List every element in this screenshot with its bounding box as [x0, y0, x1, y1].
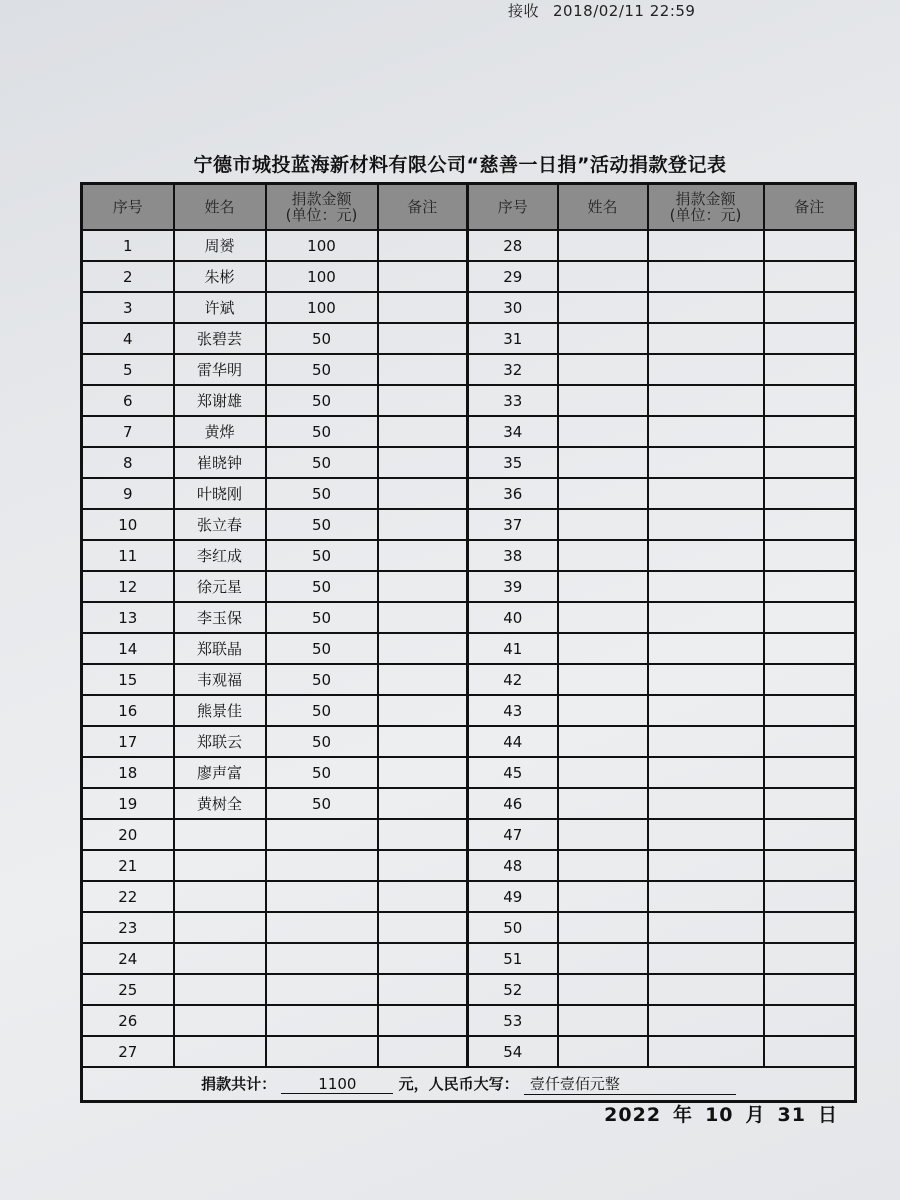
- table-row: [82, 261, 856, 292]
- row-remark-right: [764, 664, 856, 695]
- header-seq-right: 序号: [468, 184, 558, 231]
- row-remark-right: [764, 1005, 856, 1036]
- row-seq-left: 7: [82, 416, 174, 447]
- row-amount-left: 100: [266, 292, 378, 323]
- total-amount-words: 壹仟壹佰元整: [524, 1073, 736, 1095]
- date-year: 2022: [604, 1104, 662, 1126]
- row-amount-left: [266, 1036, 378, 1067]
- row-seq-right: 46: [468, 788, 558, 819]
- table-row: [82, 633, 856, 664]
- row-amount-left: 50: [266, 323, 378, 354]
- row-remark-right: [764, 571, 856, 602]
- row-seq-right: 43: [468, 695, 558, 726]
- row-name-right: [558, 323, 648, 354]
- row-seq-left: 5: [82, 354, 174, 385]
- row-amount-right: [648, 509, 764, 540]
- row-remark-left: [378, 850, 468, 881]
- row-name-left: 李玉保: [174, 602, 266, 633]
- row-seq-left: 27: [82, 1036, 174, 1067]
- row-remark-left: [378, 509, 468, 540]
- row-amount-right: [648, 602, 764, 633]
- row-name-right: [558, 974, 648, 1005]
- row-name-left: 崔晓钟: [174, 447, 266, 478]
- receipt-timestamp: 2018/02/11 22:59: [553, 2, 696, 20]
- row-seq-right: 32: [468, 354, 558, 385]
- table-row: [82, 819, 856, 850]
- row-seq-left: 8: [82, 447, 174, 478]
- row-seq-left: 1: [82, 230, 174, 261]
- row-remark-right: [764, 447, 856, 478]
- row-amount-left: 50: [266, 509, 378, 540]
- row-name-right: [558, 447, 648, 478]
- row-seq-left: 10: [82, 509, 174, 540]
- row-remark-right: [764, 509, 856, 540]
- row-remark-right: [764, 726, 856, 757]
- row-name-right: [558, 292, 648, 323]
- table-row: [82, 664, 856, 695]
- row-amount-left: [266, 881, 378, 912]
- row-remark-right: [764, 881, 856, 912]
- row-remark-left: [378, 664, 468, 695]
- row-seq-left: 25: [82, 974, 174, 1005]
- row-remark-left: [378, 912, 468, 943]
- row-seq-right: 51: [468, 943, 558, 974]
- receipt-label: 接收: [508, 2, 540, 20]
- row-name-left: 雷华明: [174, 354, 266, 385]
- row-remark-right: [764, 416, 856, 447]
- row-amount-left: [266, 819, 378, 850]
- row-seq-right: 30: [468, 292, 558, 323]
- row-amount-left: 50: [266, 571, 378, 602]
- row-name-left: 郑联云: [174, 726, 266, 757]
- row-remark-left: [378, 819, 468, 850]
- row-name-left: [174, 912, 266, 943]
- row-remark-right: [764, 292, 856, 323]
- row-seq-right: 41: [468, 633, 558, 664]
- table-row: [82, 695, 856, 726]
- row-remark-right: [764, 230, 856, 261]
- table-row: [82, 1005, 856, 1036]
- row-remark-left: [378, 416, 468, 447]
- row-remark-right: [764, 695, 856, 726]
- row-seq-left: 12: [82, 571, 174, 602]
- total-cell: [82, 1067, 856, 1102]
- row-amount-left: 50: [266, 726, 378, 757]
- total-row: [82, 1067, 856, 1102]
- row-seq-right: 33: [468, 385, 558, 416]
- row-amount-right: [648, 1005, 764, 1036]
- date-year-char: 年: [673, 1104, 694, 1126]
- row-amount-right: [648, 354, 764, 385]
- row-amount-left: 100: [266, 261, 378, 292]
- row-name-left: 郑联晶: [174, 633, 266, 664]
- row-name-right: [558, 1036, 648, 1067]
- row-name-right: [558, 912, 648, 943]
- row-remark-left: [378, 540, 468, 571]
- row-name-left: 韦观福: [174, 664, 266, 695]
- row-remark-left: [378, 881, 468, 912]
- row-name-left: [174, 1036, 266, 1067]
- row-seq-left: 13: [82, 602, 174, 633]
- row-amount-right: [648, 385, 764, 416]
- row-seq-left: 4: [82, 323, 174, 354]
- total-amount: 1100: [281, 1075, 393, 1094]
- row-seq-left: 24: [82, 943, 174, 974]
- table-row: [82, 292, 856, 323]
- row-seq-left: 15: [82, 664, 174, 695]
- row-remark-left: [378, 1005, 468, 1036]
- row-remark-left: [378, 943, 468, 974]
- row-amount-right: [648, 757, 764, 788]
- table-row: [82, 571, 856, 602]
- row-name-right: [558, 881, 648, 912]
- table-row: [82, 354, 856, 385]
- row-seq-left: 16: [82, 695, 174, 726]
- row-seq-right: 52: [468, 974, 558, 1005]
- row-amount-left: 50: [266, 664, 378, 695]
- table-header-row: [82, 184, 856, 231]
- row-amount-left: 50: [266, 540, 378, 571]
- row-amount-left: [266, 974, 378, 1005]
- row-remark-left: [378, 230, 468, 261]
- row-seq-right: 34: [468, 416, 558, 447]
- row-remark-right: [764, 602, 856, 633]
- row-amount-left: 50: [266, 478, 378, 509]
- row-remark-left: [378, 695, 468, 726]
- row-amount-right: [648, 850, 764, 881]
- row-seq-left: 14: [82, 633, 174, 664]
- row-amount-right: [648, 726, 764, 757]
- row-name-right: [558, 726, 648, 757]
- row-name-right: [558, 416, 648, 447]
- row-name-right: [558, 757, 648, 788]
- row-seq-right: 38: [468, 540, 558, 571]
- row-amount-right: [648, 881, 764, 912]
- row-name-left: 张碧芸: [174, 323, 266, 354]
- row-amount-right: [648, 292, 764, 323]
- row-remark-left: [378, 447, 468, 478]
- row-amount-left: 50: [266, 757, 378, 788]
- row-amount-right: [648, 633, 764, 664]
- row-name-right: [558, 819, 648, 850]
- table-row: [82, 912, 856, 943]
- row-seq-right: 47: [468, 819, 558, 850]
- table-row: [82, 881, 856, 912]
- row-name-left: 朱彬: [174, 261, 266, 292]
- header-seq-left: 序号: [82, 184, 174, 231]
- row-remark-right: [764, 943, 856, 974]
- row-seq-right: 42: [468, 664, 558, 695]
- row-name-left: [174, 1005, 266, 1036]
- donation-table: [80, 182, 857, 1103]
- row-remark-right: [764, 1036, 856, 1067]
- row-seq-right: 54: [468, 1036, 558, 1067]
- row-remark-right: [764, 912, 856, 943]
- row-name-right: [558, 602, 648, 633]
- document-title: 宁德市城投蓝海新材料有限公司“慈善一日捐”活动捐款登记表: [193, 154, 727, 176]
- row-amount-right: [648, 230, 764, 261]
- table-row: [82, 1036, 856, 1067]
- row-amount-right: [648, 788, 764, 819]
- row-seq-right: 45: [468, 757, 558, 788]
- header-amount-right-line1: 捐款金额: [675, 190, 736, 208]
- row-seq-left: 19: [82, 788, 174, 819]
- row-amount-left: 100: [266, 230, 378, 261]
- row-remark-right: [764, 354, 856, 385]
- header-amount-right: [648, 184, 764, 231]
- row-seq-left: 6: [82, 385, 174, 416]
- row-seq-left: 20: [82, 819, 174, 850]
- row-seq-left: 3: [82, 292, 174, 323]
- row-name-left: 廖声富: [174, 757, 266, 788]
- total-label: 捐款共计：: [201, 1075, 277, 1093]
- row-name-left: 郑谢雄: [174, 385, 266, 416]
- row-amount-left: 50: [266, 633, 378, 664]
- row-amount-left: 50: [266, 788, 378, 819]
- table-row: [82, 447, 856, 478]
- row-name-right: [558, 230, 648, 261]
- header-amount-right-line2: (单位：元): [669, 206, 742, 224]
- row-remark-right: [764, 819, 856, 850]
- row-remark-left: [378, 292, 468, 323]
- row-seq-right: 39: [468, 571, 558, 602]
- row-name-left: [174, 819, 266, 850]
- row-remark-left: [378, 385, 468, 416]
- table-row: [82, 757, 856, 788]
- row-seq-right: 44: [468, 726, 558, 757]
- date-day-char: 日: [817, 1104, 838, 1126]
- row-amount-left: 50: [266, 447, 378, 478]
- date-day: 31: [777, 1104, 806, 1126]
- row-amount-right: [648, 447, 764, 478]
- row-remark-left: [378, 261, 468, 292]
- row-remark-right: [764, 323, 856, 354]
- row-seq-left: 11: [82, 540, 174, 571]
- row-amount-right: [648, 974, 764, 1005]
- row-amount-left: [266, 850, 378, 881]
- table-row: [82, 230, 856, 261]
- row-amount-right: [648, 912, 764, 943]
- row-name-right: [558, 261, 648, 292]
- table-row: [82, 416, 856, 447]
- row-seq-left: 18: [82, 757, 174, 788]
- table-row: [82, 540, 856, 571]
- row-name-right: [558, 571, 648, 602]
- table-row: [82, 850, 856, 881]
- row-name-right: [558, 385, 648, 416]
- header-amount-left-line1: 捐款金额: [291, 190, 352, 208]
- row-remark-right: [764, 757, 856, 788]
- row-seq-right: 49: [468, 881, 558, 912]
- row-name-left: 徐元星: [174, 571, 266, 602]
- row-amount-right: [648, 571, 764, 602]
- header-remark-left: 备注: [378, 184, 468, 231]
- row-remark-left: [378, 478, 468, 509]
- table-row: [82, 478, 856, 509]
- row-remark-left: [378, 354, 468, 385]
- row-seq-right: 31: [468, 323, 558, 354]
- row-name-left: 李红成: [174, 540, 266, 571]
- row-seq-right: 40: [468, 602, 558, 633]
- row-amount-right: [648, 478, 764, 509]
- row-amount-right: [648, 261, 764, 292]
- row-name-right: [558, 509, 648, 540]
- row-amount-right: [648, 943, 764, 974]
- row-remark-left: [378, 323, 468, 354]
- row-seq-right: 50: [468, 912, 558, 943]
- table-row: [82, 323, 856, 354]
- row-name-left: [174, 850, 266, 881]
- row-amount-left: 50: [266, 695, 378, 726]
- date-month-char: 月: [745, 1104, 766, 1126]
- row-name-left: 熊景佳: [174, 695, 266, 726]
- row-remark-right: [764, 261, 856, 292]
- row-seq-left: 17: [82, 726, 174, 757]
- receipt-stamp: [508, 0, 695, 21]
- row-name-right: [558, 633, 648, 664]
- row-amount-right: [648, 416, 764, 447]
- row-remark-left: [378, 788, 468, 819]
- row-amount-left: [266, 1005, 378, 1036]
- row-name-left: 张立春: [174, 509, 266, 540]
- row-name-right: [558, 943, 648, 974]
- row-remark-right: [764, 478, 856, 509]
- row-remark-left: [378, 602, 468, 633]
- row-remark-left: [378, 757, 468, 788]
- row-name-left: 许斌: [174, 292, 266, 323]
- table-row: [82, 726, 856, 757]
- row-remark-left: [378, 974, 468, 1005]
- row-seq-right: 48: [468, 850, 558, 881]
- row-seq-right: 35: [468, 447, 558, 478]
- row-seq-left: 22: [82, 881, 174, 912]
- header-name-left: 姓名: [174, 184, 266, 231]
- row-name-right: [558, 540, 648, 571]
- row-amount-left: 50: [266, 416, 378, 447]
- row-name-right: [558, 478, 648, 509]
- row-name-right: [558, 788, 648, 819]
- row-amount-right: [648, 323, 764, 354]
- table-row: [82, 788, 856, 819]
- date-month: 10: [705, 1104, 734, 1126]
- row-remark-right: [764, 633, 856, 664]
- row-seq-right: 53: [468, 1005, 558, 1036]
- row-name-left: [174, 974, 266, 1005]
- document-date: [598, 1100, 844, 1127]
- row-seq-right: 37: [468, 509, 558, 540]
- table-row: [82, 509, 856, 540]
- table-row: [82, 974, 856, 1005]
- row-amount-right: [648, 540, 764, 571]
- donation-table-wrapper: [80, 182, 854, 1103]
- table-row: [82, 385, 856, 416]
- row-name-right: [558, 695, 648, 726]
- row-amount-left: 50: [266, 602, 378, 633]
- row-name-right: [558, 664, 648, 695]
- row-amount-right: [648, 664, 764, 695]
- row-seq-right: 28: [468, 230, 558, 261]
- row-name-left: 周赟: [174, 230, 266, 261]
- table-body: [82, 230, 856, 1067]
- table-row: [82, 602, 856, 633]
- header-amount-left-line2: (单位：元): [285, 206, 358, 224]
- row-name-left: [174, 881, 266, 912]
- row-amount-right: [648, 819, 764, 850]
- row-remark-right: [764, 385, 856, 416]
- row-seq-right: 29: [468, 261, 558, 292]
- row-amount-left: [266, 943, 378, 974]
- header-remark-right: 备注: [764, 184, 856, 231]
- row-amount-left: [266, 912, 378, 943]
- row-name-left: [174, 943, 266, 974]
- row-remark-right: [764, 540, 856, 571]
- row-remark-left: [378, 726, 468, 757]
- row-seq-left: 2: [82, 261, 174, 292]
- row-name-right: [558, 354, 648, 385]
- row-seq-left: 23: [82, 912, 174, 943]
- row-amount-left: 50: [266, 385, 378, 416]
- header-amount-left: [266, 184, 378, 231]
- row-remark-left: [378, 1036, 468, 1067]
- row-seq-right: 36: [468, 478, 558, 509]
- row-remark-right: [764, 850, 856, 881]
- row-amount-right: [648, 695, 764, 726]
- table-row: [82, 943, 856, 974]
- row-remark-right: [764, 974, 856, 1005]
- row-remark-left: [378, 571, 468, 602]
- total-unit: 元，人民币大写：: [398, 1075, 519, 1093]
- row-amount-right: [648, 1036, 764, 1067]
- row-name-left: 黄树全: [174, 788, 266, 819]
- row-remark-left: [378, 633, 468, 664]
- header-name-right: 姓名: [558, 184, 648, 231]
- row-name-left: 黄烨: [174, 416, 266, 447]
- row-remark-right: [764, 788, 856, 819]
- row-name-right: [558, 1005, 648, 1036]
- row-name-left: 叶晓刚: [174, 478, 266, 509]
- row-amount-left: 50: [266, 354, 378, 385]
- row-seq-left: 21: [82, 850, 174, 881]
- row-name-right: [558, 850, 648, 881]
- row-seq-left: 26: [82, 1005, 174, 1036]
- row-seq-left: 9: [82, 478, 174, 509]
